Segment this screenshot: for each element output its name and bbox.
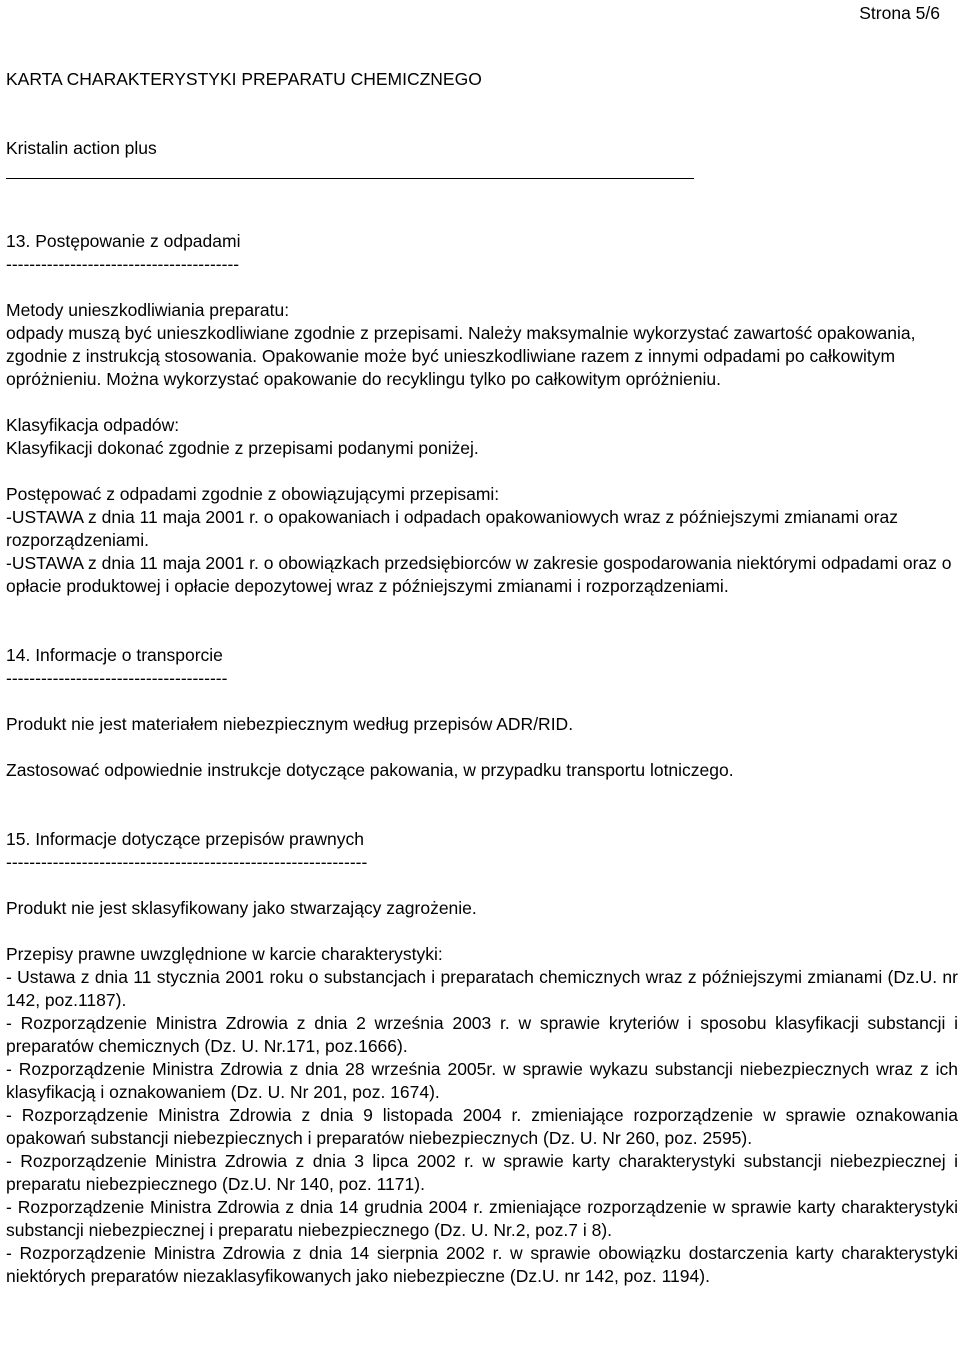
section-15-heading: 15. Informacje dotyczące przepisów prawnych xyxy=(6,829,364,849)
waste-classification-text: Klasyfikacji dokonać zgodnie z przepisami podanymi poniżej. xyxy=(6,438,479,458)
document-title: KARTA CHARAKTERYSTYKI PREPARATU CHEMICZNEGO xyxy=(6,69,482,89)
page-number: Strona 5/6 xyxy=(859,3,940,23)
law-item: - Ustawa z dnia 11 stycznia 2001 roku o substancjach i preparatach chemicznych wraz z późniejszymi zmianami (Dz.U. nr 142, poz.1187). xyxy=(6,967,958,1010)
regulations-label: Postępować z odpadami zgodnie z obowiązującymi przepisami: xyxy=(6,484,500,504)
law-item: - Rozporządzenie Ministra Zdrowia z dnia 3 lipca 2002 r. w sprawie karty charakterystyki substancji niebezpiecznej i preparatu niebezpiecznego (Dz.U. Nr 140, poz. 1171). xyxy=(6,1151,958,1194)
air-transport-statement: Zastosować odpowiednie instrukcje dotyczące pakowania, w przypadku transportu lotniczego. xyxy=(6,760,734,780)
document-body xyxy=(6,230,958,1288)
law-item: - Rozporządzenie Ministra Zdrowia z dnia 9 listopada 2004 r. zmieniające rozporządzenie w sprawie oznakowania opakowań substancji niebezpiecznych i preparatów niebezpiecznych (Dz. U. Nr 260, poz. 2595). xyxy=(6,1105,958,1148)
section-14-transport xyxy=(6,644,958,782)
disposal-methods-label: Metody unieszkodliwiania preparatu: xyxy=(6,300,290,320)
document-page xyxy=(4,0,960,1354)
section-13-heading: 13. Postępowanie z odpadami xyxy=(6,231,241,251)
hazard-statement: Produkt nie jest sklasyfikowany jako stwarzający zagrożenie. xyxy=(6,898,477,918)
transport-statement: Produkt nie jest materiałem niebezpiecznym według przepisów ADR/RID. xyxy=(6,714,574,734)
section-15-underline: -------------------------------------------------------------- xyxy=(6,852,368,872)
law-item: - Rozporządzenie Ministra Zdrowia z dnia 14 sierpnia 2002 r. w sprawie obowiązku dostarczenia karty charakterystyki niektórych preparatów niezaklasyfikowanych jako niebezpieczne (Dz.U. nr 142, poz. 1194). xyxy=(6,1243,958,1286)
section-13-waste xyxy=(6,230,958,598)
header-divider xyxy=(6,178,694,179)
law-item: - Rozporządzenie Ministra Zdrowia z dnia 14 grudnia 2004 r. zmieniające rozporządzenie w sprawie karty charakterystyki substancji niebezpiecznej i preparatu niebezpiecznego (Dz. U. Nr.2, poz.7 i 8). xyxy=(6,1197,958,1240)
disposal-methods-text: odpady muszą być unieszkodliwiane zgodnie z przepisami. Należy maksymalnie wykorzystać zawartość opakowania, zgodnie z instrukcją stosowania. Opakowanie może być unieszkodliwiane razem z innymi odpadami po całkowitym opróżnieniu. Można wykorzystać opakowanie do recyklingu tylko po całkowitym opróżnieniu. xyxy=(6,323,916,389)
regulation-item: -USTAWA z dnia 11 maja 2001 r. o obowiązkach przedsiębiorców w zakresie gospodarowania niektórymi odpadami oraz o opłacie produktowej i opłacie depozytowej wraz z późniejszymi zmianami i rozporządzeniami. xyxy=(6,553,952,596)
section-15-regulatory xyxy=(6,828,958,1288)
product-name: Kristalin action plus xyxy=(6,138,157,158)
section-13-underline: ---------------------------------------- xyxy=(6,254,240,274)
waste-classification-label: Klasyfikacja odpadów: xyxy=(6,415,180,435)
regulation-item: -USTAWA z dnia 11 maja 2001 r. o opakowaniach i odpadach opakowaniowych wraz z późniejszymi zmianami oraz rozporządzeniami. xyxy=(6,507,898,550)
section-14-heading: 14. Informacje o transporcie xyxy=(6,645,223,665)
laws-label: Przepisy prawne uwzględnione w karcie charakterystyki: xyxy=(6,944,443,964)
law-item: - Rozporządzenie Ministra Zdrowia z dnia 28 września 2005r. w sprawie wykazu substancji niebezpiecznych wraz z ich klasyfikacją i oznakowaniem (Dz. U. Nr 201, poz. 1674). xyxy=(6,1059,958,1102)
law-item: - Rozporządzenie Ministra Zdrowia z dnia 2 września 2003 r. w sprawie kryteriów i sposobu klasyfikacji substancji i preparatów chemicznych (Dz. U. Nr.171, poz.1666). xyxy=(6,1013,958,1056)
section-14-underline: -------------------------------------- xyxy=(6,668,228,688)
